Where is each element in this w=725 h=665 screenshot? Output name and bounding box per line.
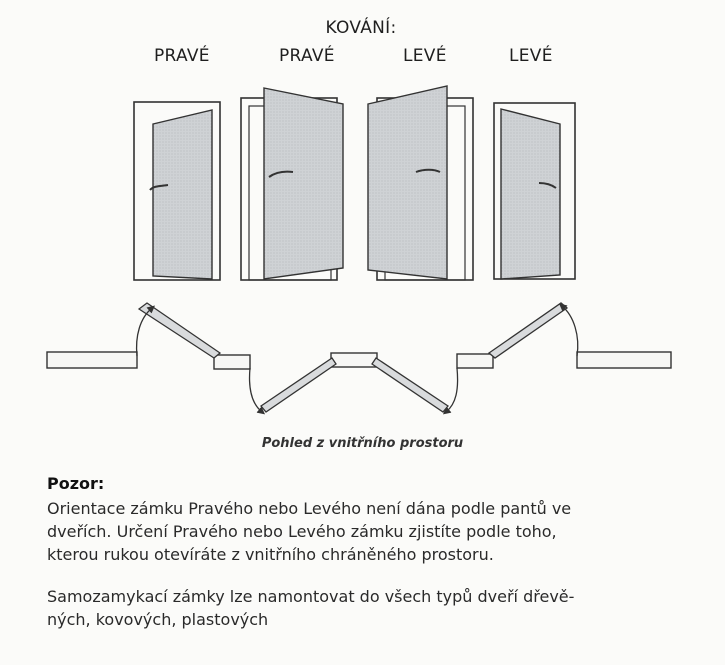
paragraph-line: ných, kovových, plastových — [47, 610, 269, 629]
door-3-drawing — [368, 86, 473, 280]
diagram-caption: Pohled z vnitřního prostoru — [261, 436, 464, 451]
warning-paragraph — [47, 497, 707, 566]
diagram-heading: KOVÁNÍ: — [325, 18, 397, 38]
door-2-drawing — [241, 88, 343, 280]
door-label-3: LEVÉ — [403, 46, 447, 66]
paragraph-line: dveřích. Určení Pravého nebo Levého zámku zjistíte podle toho, — [47, 522, 557, 541]
warning-title: Pozor: — [47, 474, 105, 493]
paragraph-line: Orientace zámku Pravého nebo Levého není dána podle pantů ve — [47, 499, 572, 518]
paragraph-line: Samozamykací zámky lze namontovat do všech typů dveří dřevě- — [47, 587, 575, 606]
door-label-2: PRAVÉ — [279, 46, 335, 66]
paragraph-line: kterou rukou otevíráte z vnitřního chráněného prostoru. — [47, 545, 494, 564]
info-paragraph — [47, 585, 707, 631]
door-label-1: PRAVÉ — [154, 46, 210, 66]
door-label-4: LEVÉ — [509, 46, 553, 66]
door-4-drawing — [494, 103, 575, 279]
door-1-drawing — [134, 102, 220, 280]
